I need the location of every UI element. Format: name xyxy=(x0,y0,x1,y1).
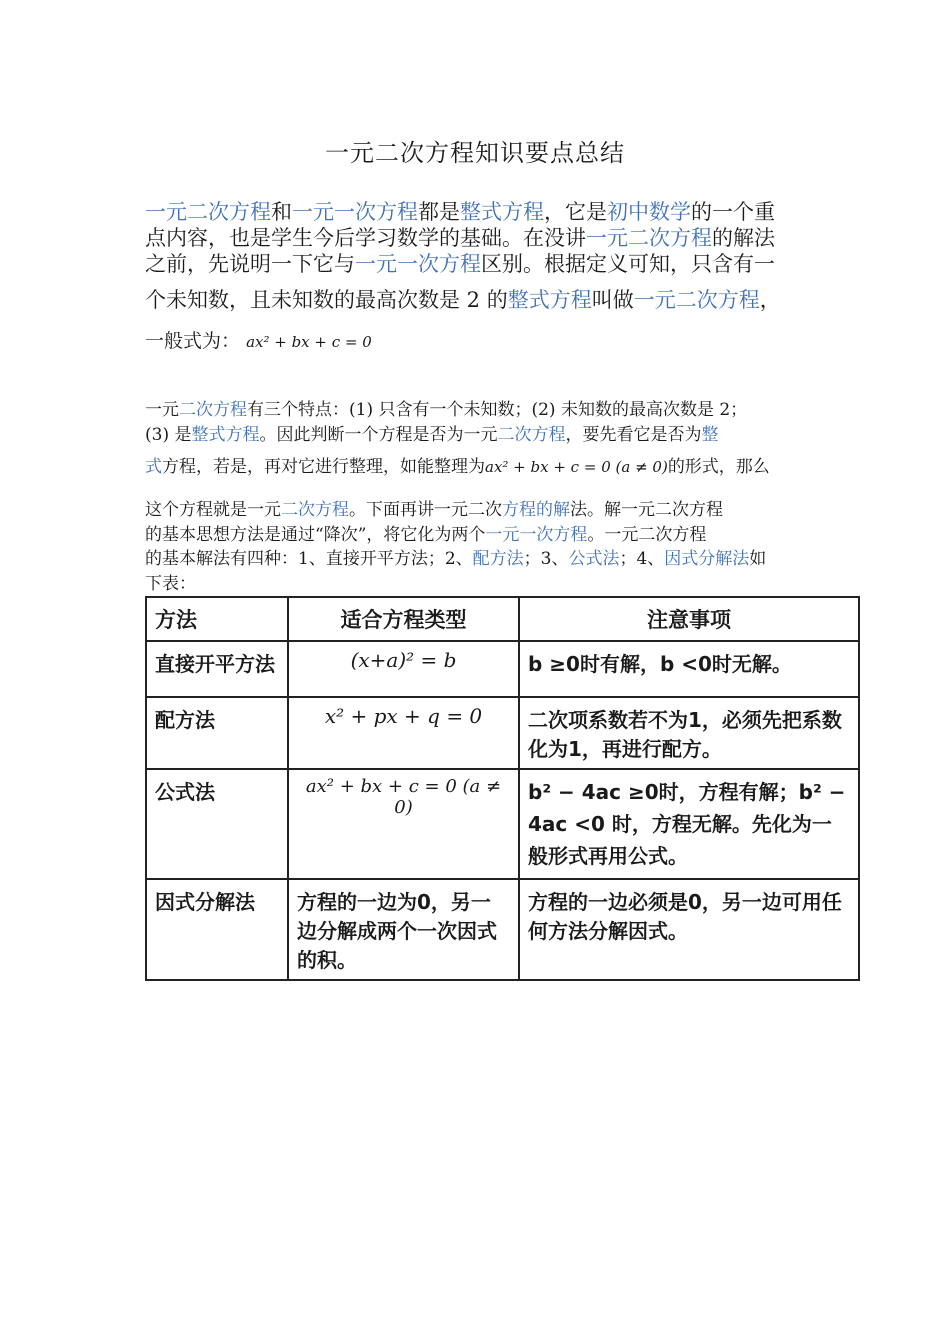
term-link[interactable]: 方程的解 xyxy=(502,500,570,520)
intro-line-3 xyxy=(145,248,775,278)
features-line-4 xyxy=(145,495,723,520)
features-line-7 xyxy=(145,569,196,594)
features-line-6 xyxy=(145,544,766,569)
note-cell: b ≥0时有解，b <0时无解。 xyxy=(519,641,859,697)
standard-form-formula: ax² + bx + c = 0 (a ≠ 0) xyxy=(485,458,668,476)
text-span: 法。解一元二次方程 xyxy=(570,500,723,520)
text-span: 。下面再讲一元二次 xyxy=(349,500,502,520)
note-cell: b² − 4ac ≥0时，方程有解；b² − 4ac <0 时，方程无解。先化为一般形式再用公式。 xyxy=(519,769,859,879)
term-link[interactable]: 一元二次方程 xyxy=(586,226,712,250)
header-note: 注意事项 xyxy=(519,597,859,641)
term-link[interactable]: 式 xyxy=(145,457,162,477)
text-span: ，它是 xyxy=(544,200,607,224)
text-span: ，要先看它是否为 xyxy=(565,425,702,445)
text-span: 都是 xyxy=(418,200,460,224)
text-span: 的基本思想方法是通过“降次”，将它化为两个 xyxy=(145,525,486,545)
table-row xyxy=(146,697,859,769)
text-span: 叫做 xyxy=(591,288,634,312)
page-title: 一元二次方程知识要点总结 xyxy=(325,139,625,167)
text-span: 的基本解法有四种：1、直接开平方法；2、 xyxy=(145,549,473,569)
text-span: 下表： xyxy=(145,574,196,594)
text-span: 方程，若是，再对它进行整理，如能整理为 xyxy=(162,457,485,477)
term-link[interactable]: 二次方程 xyxy=(281,500,349,520)
table-row xyxy=(146,641,859,697)
method-cell: 因式分解法 xyxy=(146,879,288,980)
type-cell: ax² + bx + c = 0 (a ≠ 0) xyxy=(288,769,519,879)
header-method: 方法 xyxy=(146,597,288,641)
text-span: 之前，先说明一下它与 xyxy=(145,252,355,276)
term-link[interactable]: 一元一次方程 xyxy=(292,200,418,224)
features-line-2 xyxy=(145,420,718,445)
header-type: 适合方程类型 xyxy=(288,597,519,641)
note-cell: 二次项系数若不为1，必须先把系数化为1，再进行配方。 xyxy=(519,697,859,769)
features-line-1 xyxy=(145,395,747,420)
text-span: 。一元二次方程 xyxy=(587,525,707,545)
term-link[interactable]: 整式方程 xyxy=(507,288,592,312)
type-cell: (x+a)² = b xyxy=(288,641,519,697)
term-link[interactable]: 一元一次方程 xyxy=(485,525,588,545)
features-line-3 xyxy=(145,452,770,477)
term-link[interactable]: 整式方程 xyxy=(191,425,260,445)
text-span: 一元 xyxy=(145,400,179,420)
text-span: (3) 是 xyxy=(145,425,192,445)
features-line-3b xyxy=(668,457,770,477)
text-span: 区别。根据定义可知，只含有一 xyxy=(481,252,775,276)
note-cell: 方程的一边必须是0，另一边可用任何方法分解因式。 xyxy=(519,879,859,980)
text-span: ；3、 xyxy=(523,549,569,569)
text-span: 有三个特点：(1) 只含有一个未知数；(2) 未知数的最高次数是 2； xyxy=(247,400,748,420)
term-link[interactable]: 配方法 xyxy=(472,549,524,569)
type-cell: 方程的一边为0，另一边分解成两个一次因式的积。 xyxy=(288,879,519,980)
term-link[interactable]: 整式方程 xyxy=(460,200,544,224)
table-row xyxy=(146,879,859,980)
term-link[interactable]: 因式分解法 xyxy=(664,549,750,569)
term-link[interactable]: 一元一次方程 xyxy=(355,252,481,276)
term-link[interactable]: 整 xyxy=(701,425,719,445)
method-cell: 配方法 xyxy=(146,697,288,769)
intro-line-5 xyxy=(145,326,372,353)
text-span: 个未知数，且未知数的最高次数是 2 的 xyxy=(145,288,508,312)
text-span: 点内容，也是学生今后学习数学的基础。在没讲 xyxy=(145,226,586,250)
features-line-3a xyxy=(145,457,485,477)
text-span: 这个方程就是一元 xyxy=(145,500,281,520)
general-form-formula: ax² + bx + c = 0 xyxy=(246,333,372,351)
table-header-row xyxy=(146,597,859,641)
methods-table xyxy=(145,596,860,981)
method-cell: 公式法 xyxy=(146,769,288,879)
text-span: 的一个重 xyxy=(691,200,775,224)
term-link[interactable]: 二次方程 xyxy=(497,425,566,445)
text-span: 。因此判断一个方程是否为一元 xyxy=(259,425,498,445)
term-link[interactable]: 一元二次方程 xyxy=(633,288,760,312)
text-span: 的解法 xyxy=(712,226,775,250)
text-span: 的形式，那么 xyxy=(667,457,770,477)
text-span: 和 xyxy=(271,200,292,224)
intro-line-4 xyxy=(145,284,781,314)
term-link[interactable]: 初中数学 xyxy=(607,200,691,224)
text-span: 如 xyxy=(749,549,767,569)
table-row xyxy=(146,769,859,879)
features-line-5 xyxy=(145,520,706,545)
term-link[interactable]: 公式法 xyxy=(568,549,620,569)
term-link[interactable]: 二次方程 xyxy=(179,400,247,420)
method-cell: 直接开平方法 xyxy=(146,641,288,697)
general-form-label: 一般式为： xyxy=(145,330,241,352)
text-span: ， xyxy=(759,288,781,312)
term-link[interactable]: 一元二次方程 xyxy=(145,200,271,224)
text-span: ；4、 xyxy=(619,549,665,569)
type-cell: x² + px + q = 0 xyxy=(288,697,519,769)
